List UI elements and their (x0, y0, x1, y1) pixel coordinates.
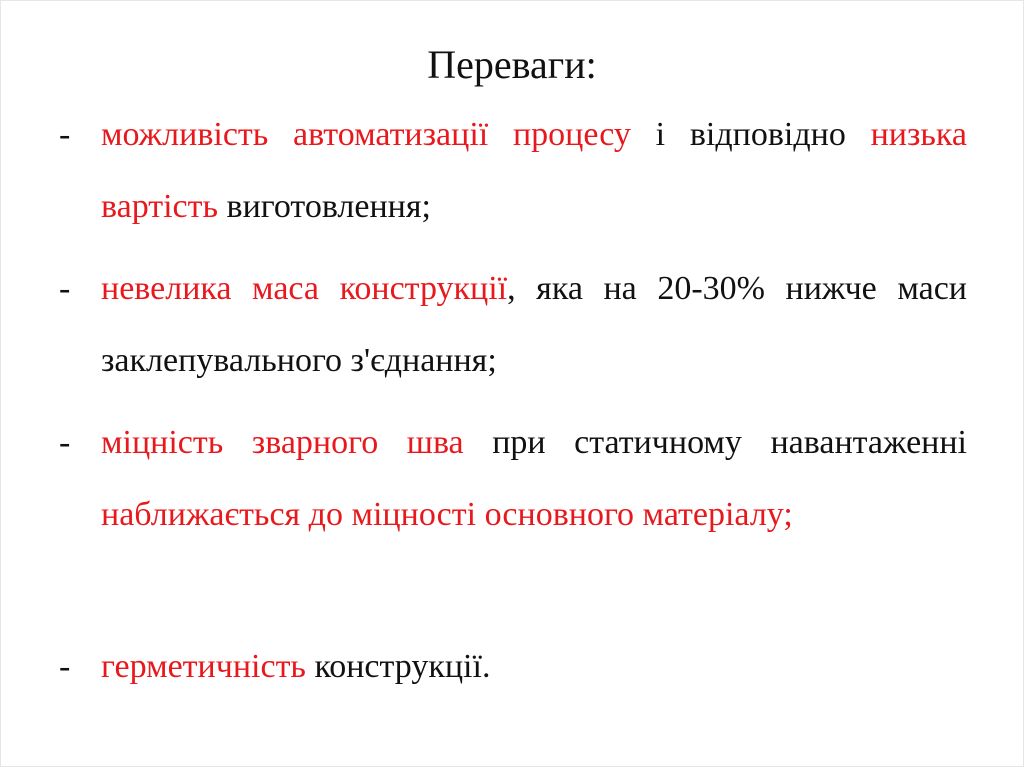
advantages-list (59, 1, 967, 768)
bullet-dash: - (59, 270, 71, 307)
bullet-dash: - (59, 116, 71, 153)
item-text (101, 253, 967, 397)
item-text (101, 99, 967, 243)
highlight-text: наближається до міцності основного матеріалу; (101, 496, 793, 533)
plain-text: конструкції. (305, 648, 491, 685)
plain-text: , яка на 20-30% нижче маси заклепувального з'єднання; (101, 270, 967, 379)
bullet-dash: - (59, 424, 71, 461)
bullet-dash: - (59, 648, 71, 685)
plain-text: і відповідно (630, 116, 871, 153)
highlight-text: низька вартість (101, 116, 967, 225)
highlight-text: міцність зварного шва (101, 424, 464, 461)
plain-text: при статичному навантаженні (463, 424, 967, 461)
highlight-text: невелика маса конструкції (101, 270, 508, 307)
item-text (101, 631, 967, 703)
highlight-text: герметичність (101, 648, 306, 685)
highlight-text: можливість автоматизації процесу (101, 116, 631, 153)
item-text (101, 407, 967, 551)
slide-title: Переваги: (427, 42, 597, 87)
plain-text: виготовлення; (218, 188, 431, 225)
